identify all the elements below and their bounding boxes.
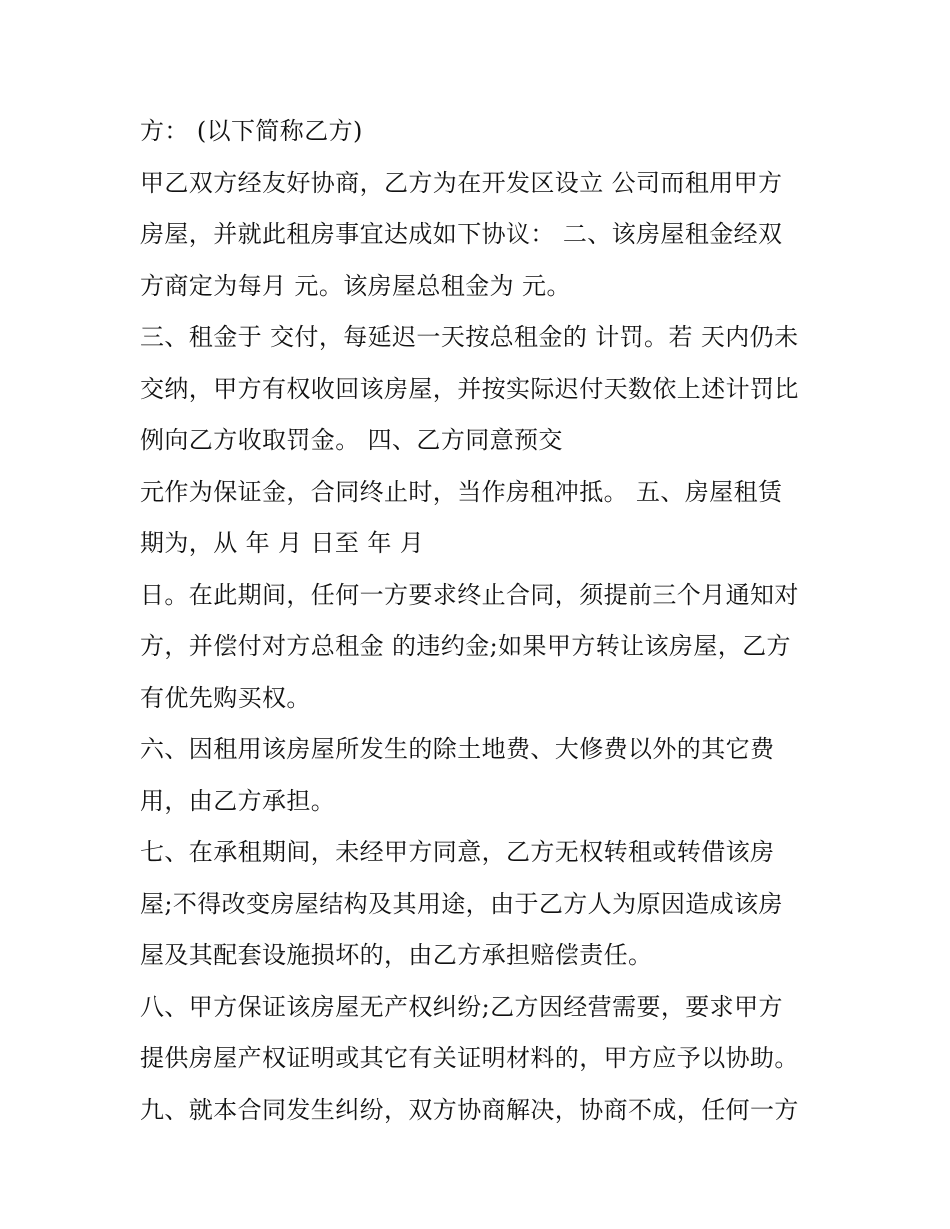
text-line: 用，由乙方承担。 — [140, 786, 336, 815]
text-line: 房屋，并就此租房事宜达成如下协议： 二、该房屋租金经双 — [140, 220, 783, 248]
text-line: 屋;不得改变房屋结构及其用途，由于乙方人为原因造成该房 — [140, 889, 783, 918]
text-line: 元作为保证金，合同终止时，当作房租冲抵。 五、房屋租赁 — [140, 477, 783, 506]
text-line: 例向乙方收取罚金。 四、乙方同意预交 — [140, 426, 563, 454]
text-line: 八、甲方保证该房屋无产权纠纷;乙方因经营需要，要求甲方 — [140, 992, 783, 1021]
text-line: 三、租金于 交付，每延迟一天按总租金的 计罚。若 天内仍未 — [140, 323, 799, 351]
text-line: 交纳，甲方有权收回该房屋，并按实际迟付天数依上述计罚比 — [140, 374, 799, 403]
text-line: 方： (以下简称乙方) — [140, 117, 363, 145]
contract-body — [140, 106, 830, 1136]
text-line: 有优先购买权。 — [140, 683, 311, 712]
text-line: 提供房屋产权证明或其它有关证明材料的，甲方应予以协助。 — [140, 1044, 799, 1072]
text-line: 方，并偿付对方总租金 的违约金;如果甲方转让该房屋，乙方 — [140, 632, 791, 660]
text-line: 方商定为每月 元。该房屋总租金为 元。 — [140, 271, 571, 300]
text-line: 甲乙双方经友好协商，乙方为在开发区设立 公司而租用甲方 — [140, 168, 783, 197]
text-line: 六、因租用该房屋所发生的除土地费、大修费以外的其它费 — [140, 735, 775, 763]
text-line: 九、就本合同发生纠纷，双方协商解决，协商不成，任何一方 — [140, 1095, 799, 1124]
text-line: 屋及其配套设施损坏的，由乙方承担赔偿责任。 — [140, 941, 653, 969]
text-line: 日。在此期间，任何一方要求终止合同，须提前三个月通知对 — [140, 580, 799, 609]
text-line: 七、在承租期间，未经甲方同意，乙方无权转租或转借该房 — [140, 838, 775, 866]
text-line: 期为，从 年 月 日至 年 月 — [140, 529, 425, 557]
